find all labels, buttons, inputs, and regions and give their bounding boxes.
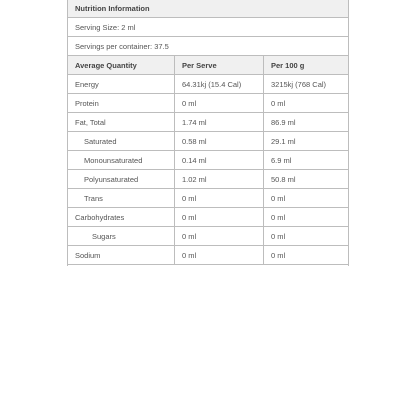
nutrient-name: Fat, Total <box>68 113 175 131</box>
per-serve-value: 0 ml <box>175 227 264 245</box>
header-per-serve: Per Serve <box>175 56 264 74</box>
per-100-value: 86.9 ml <box>271 117 296 127</box>
per-serve-value: 0 ml <box>175 246 264 264</box>
per-serve-value: 0 ml <box>175 94 264 112</box>
table-header-row <box>68 56 348 75</box>
panel-title: Nutrition Information <box>68 0 348 18</box>
header-per-100g: Per 100 g <box>271 60 305 70</box>
per-serve-value: 1.02 ml <box>175 170 264 188</box>
nutrient-name: Carbohydrates <box>68 208 175 226</box>
nutrient-name: Trans <box>68 189 175 207</box>
per-100-value: 3215kj (768 Cal) <box>271 79 327 89</box>
serving-size: Serving Size: 2 ml <box>68 18 348 37</box>
per-100-value: 0 ml <box>271 193 286 203</box>
table-row <box>68 113 348 132</box>
nutrition-panel <box>67 0 349 266</box>
table-row <box>68 75 348 94</box>
per-100-value: 50.8 ml <box>271 174 296 184</box>
table-row <box>68 189 348 208</box>
nutrient-name: Sodium <box>68 246 175 264</box>
per-serve-value: 64.31kj (15.4 Cal) <box>175 75 264 93</box>
nutrient-name: Saturated <box>68 132 175 150</box>
nutrient-name: Energy <box>68 75 175 93</box>
table-row <box>68 132 348 151</box>
nutrient-name: Monounsaturated <box>68 151 175 169</box>
per-100-value: 0 ml <box>271 250 286 260</box>
per-serve-value: 1.74 ml <box>175 113 264 131</box>
per-100-value: 0 ml <box>271 231 286 241</box>
table-row <box>68 208 348 227</box>
per-100-value: 0 ml <box>271 212 286 222</box>
per-100-value: 0 ml <box>271 98 286 108</box>
table-row <box>68 170 348 189</box>
header-average-quantity: Average Quantity <box>68 56 175 74</box>
per-100-value: 6.9 ml <box>271 155 292 165</box>
per-serve-value: 0.14 ml <box>175 151 264 169</box>
per-serve-value: 0.58 ml <box>175 132 264 150</box>
table-row <box>68 227 348 246</box>
table-row <box>68 94 348 113</box>
nutrient-name: Protein <box>68 94 175 112</box>
per-100-value: 29.1 ml <box>271 136 296 146</box>
per-serve-value: 0 ml <box>175 208 264 226</box>
per-serve-value: 0 ml <box>175 189 264 207</box>
servings-per-container: Servings per container: 37.5 <box>68 37 348 56</box>
nutrient-name: Polyunsaturated <box>68 170 175 188</box>
table-row <box>68 151 348 170</box>
table-row <box>68 246 348 265</box>
nutrient-name: Sugars <box>68 227 175 245</box>
